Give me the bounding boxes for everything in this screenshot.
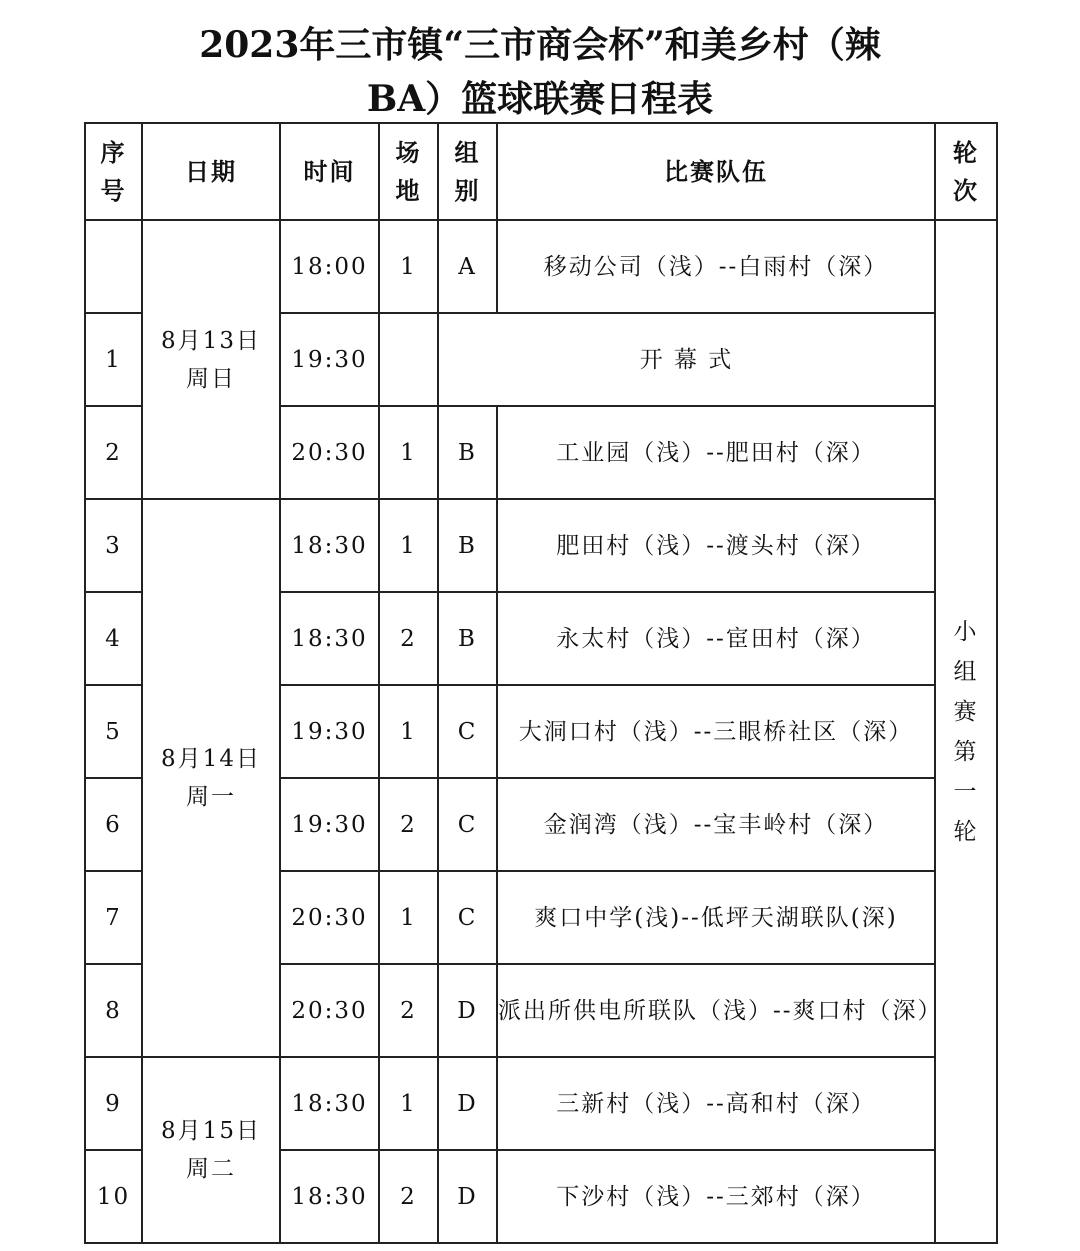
seq-cell: 6: [85, 778, 142, 871]
group-cell: A: [438, 220, 497, 313]
match-cell: 派出所供电所联队（浅）--爽口村（深）: [497, 964, 935, 1057]
group-cell: D: [438, 1150, 497, 1243]
time-cell: 18:30: [280, 1150, 379, 1243]
time-cell: 20:30: [280, 964, 379, 1057]
opening-ceremony-cell: 开 幕 式: [438, 313, 935, 406]
seq-cell: 2: [85, 406, 142, 499]
venue-cell: 1: [379, 871, 438, 964]
date-cell: 8月15日 周二: [142, 1057, 280, 1243]
match-cell: 下沙村（浅）--三郊村（深）: [497, 1150, 935, 1243]
round-cell: 小 组 赛 第 一 轮: [935, 220, 997, 1243]
time-cell: 18:30: [280, 499, 379, 592]
group-cell: C: [438, 778, 497, 871]
time-cell: 20:30: [280, 406, 379, 499]
seq-cell: 8: [85, 964, 142, 1057]
seq-cell: 4: [85, 592, 142, 685]
time-cell: 19:30: [280, 685, 379, 778]
seq-cell: 7: [85, 871, 142, 964]
time-cell: 19:30: [280, 778, 379, 871]
group-cell: D: [438, 964, 497, 1057]
header-date: 日期: [142, 123, 280, 220]
venue-cell: 2: [379, 778, 438, 871]
time-cell: 19:30: [280, 313, 379, 406]
table-row: [85, 1057, 997, 1150]
venue-cell: 1: [379, 1057, 438, 1150]
table-header-row: [85, 123, 997, 220]
venue-cell: 1: [379, 220, 438, 313]
date-cell: 8月14日 周一: [142, 499, 280, 1057]
seq-cell: [85, 220, 142, 313]
schedule-table: [84, 122, 998, 1244]
time-cell: 18:00: [280, 220, 379, 313]
match-cell: 爽口中学(浅)--低坪天湖联队(深): [497, 871, 935, 964]
venue-cell: 2: [379, 592, 438, 685]
venue-cell: 2: [379, 964, 438, 1057]
venue-cell: 1: [379, 499, 438, 592]
title-line-2: BA）篮球联赛日程表: [366, 78, 714, 120]
table-row: [85, 220, 997, 313]
group-cell: B: [438, 406, 497, 499]
venue-cell: 1: [379, 406, 438, 499]
match-cell: 工业园（浅）--肥田村（深）: [497, 406, 935, 499]
header-venue: 场 地: [379, 123, 438, 220]
table-row: [85, 499, 997, 592]
header-group: 组 别: [438, 123, 497, 220]
match-cell: 大洞口村（浅）--三眼桥社区（深）: [497, 685, 935, 778]
time-cell: 20:30: [280, 871, 379, 964]
seq-cell: 9: [85, 1057, 142, 1150]
title-line-1: 2023年三市镇“三市商会杯”和美乡村（辣: [199, 24, 881, 66]
venue-cell: 2: [379, 1150, 438, 1243]
header-teams: 比赛队伍: [497, 123, 935, 220]
seq-cell: 3: [85, 499, 142, 592]
venue-cell: [379, 313, 438, 406]
seq-cell: 5: [85, 685, 142, 778]
venue-cell: 1: [379, 685, 438, 778]
seq-cell: 10: [85, 1150, 142, 1243]
group-cell: B: [438, 592, 497, 685]
group-cell: D: [438, 1057, 497, 1150]
match-cell: 三新村（浅）--高和村（深）: [497, 1057, 935, 1150]
match-cell: 移动公司（浅）--白雨村（深）: [497, 220, 935, 313]
time-cell: 18:30: [280, 1057, 379, 1150]
match-cell: 金润湾（浅）--宝丰岭村（深）: [497, 778, 935, 871]
page-title: [0, 18, 1080, 126]
date-cell: 8月13日 周日: [142, 220, 280, 499]
time-cell: 18:30: [280, 592, 379, 685]
match-cell: 肥田村（浅）--渡头村（深）: [497, 499, 935, 592]
header-seq: 序 号: [85, 123, 142, 220]
header-round: 轮 次: [935, 123, 997, 220]
match-cell: 永太村（浅）--宦田村（深）: [497, 592, 935, 685]
group-cell: B: [438, 499, 497, 592]
header-time: 时间: [280, 123, 379, 220]
group-cell: C: [438, 685, 497, 778]
seq-cell: 1: [85, 313, 142, 406]
group-cell: C: [438, 871, 497, 964]
